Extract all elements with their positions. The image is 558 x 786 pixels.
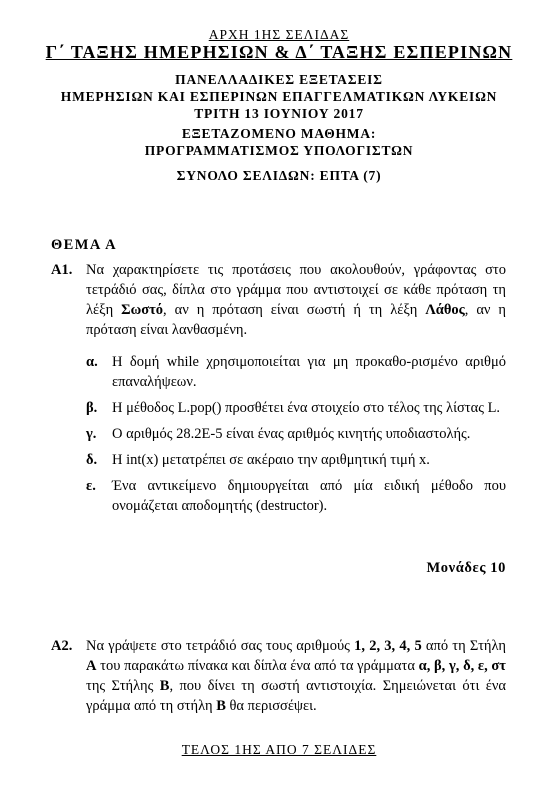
subject-name: ΠΡΟΓΡΑΜΜΑΤΙΣΜΟΣ ΥΠΟΛΟΓΙΣΤΩΝ <box>144 143 414 158</box>
question-a2 <box>51 636 506 716</box>
subject-label: ΕΞΕΤΑΖΟΜΕΝΟ ΜΑΘΗΜΑ: <box>181 126 377 141</box>
points-label: Μονάδες 10 <box>426 560 506 576</box>
list-item: γ. Ο αριθμός 28.2E-5 είναι ένας αριθμός κινητής υποδιαστολής. <box>86 426 471 442</box>
total-pages: ΣΥΝΟΛΟ ΣΕΛΙΔΩΝ: ΕΠΤΑ (7) <box>176 168 382 183</box>
page-footer: ΤΕΛΟΣ 1ΗΣ ΑΠΟ 7 ΣΕΛΙΔΕΣ <box>181 742 377 757</box>
question-number: Α1. <box>51 262 73 278</box>
exam-line-2: ΗΜΕΡΗΣΙΩΝ ΚΑΙ ΕΣΠΕΡΙΝΩΝ ΕΠΑΓΓΕΛΜΑΤΙΚΩΝ ΛΥΚΕΙΩΝ <box>60 89 498 104</box>
list-item: β. Η μέθοδος L.pop() προσθέτει ένα στοιχείο στο τέλος της λίστας L. <box>86 400 501 416</box>
options-list <box>86 352 506 522</box>
classes-title: Γ΄ ΤΑΞΗΣ ΗΜΕΡΗΣΙΩΝ & Δ΄ ΤΑΞΗΣ ΕΣΠΕΡΙΝΩΝ <box>45 42 513 62</box>
subject-info <box>0 125 558 159</box>
list-item: δ. Η int(x) μετατρέπει σε ακέραιο την αριθμητική τιμή x. <box>86 452 430 468</box>
question-text: Να γράψετε στο τετράδιό σας τους αριθμούς 1, 2, 3, 4, 5 από τη Στήλη Α του παρακάτω πίνακα και δίπλα ένα από τα γράμματα α, β, γ, δ, ε, στ της Στήλης Β, που δίνει τη σωστή αντιστοιχία. Σημειώνεται ότι ένα γράμμα από τη στήλη Β θα περισσέψει. <box>86 638 507 714</box>
list-item: α. Η δομή while χρησιμοποιείται για μη προκαθο-ρισμένο αριθμό επαναλήψεων. <box>86 354 506 390</box>
list-item: ε. Ένα αντικείμενο δημιουργείται από μία ειδική μέθοδο που ονομάζεται αποδομητής (destructor). <box>86 478 506 514</box>
question-text: Να χαρακτηρίσετε τις προτάσεις που ακολουθούν, γράφοντας στο τετράδιό σας, δίπλα στο γράμμα που αντιστοιχεί σε κάθε πρόταση τη λέξη Σωστό, αν η πρόταση είναι σωστή ή τη λέξη Λάθος, αν η πρόταση είναι λανθασμένη. <box>86 262 507 338</box>
exam-info <box>0 71 558 122</box>
page-start-label: ΑΡΧΗ 1ΗΣ ΣΕΛΙΔΑΣ <box>208 27 350 42</box>
question-number: Α2. <box>51 638 73 654</box>
exam-line-1: ΠΑΝΕΛΛΑΔΙΚΕΣ ΕΞΕΤΑΣΕΙΣ <box>175 72 383 87</box>
question-a1 <box>51 260 506 340</box>
exam-date: ΤΡΙΤΗ 13 ΙΟΥΝΙΟΥ 2017 <box>194 106 364 121</box>
theme-heading: ΘΕΜΑ Α <box>51 237 118 253</box>
